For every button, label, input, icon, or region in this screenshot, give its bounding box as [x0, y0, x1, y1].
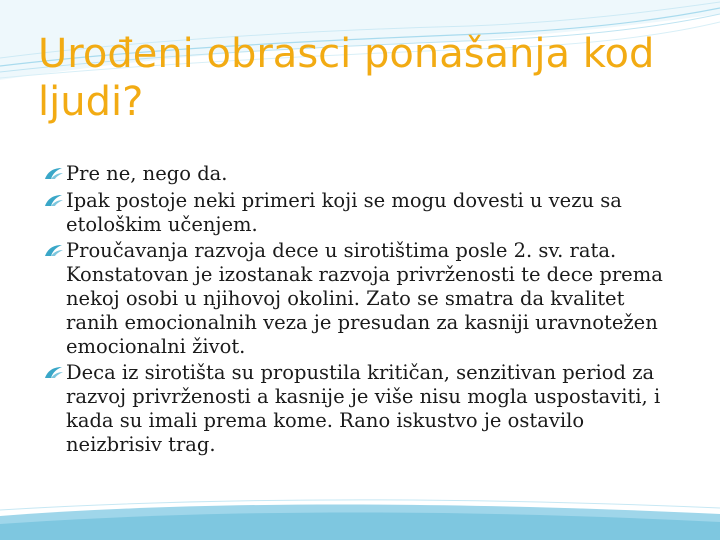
- bullet-item: [44, 162, 674, 186]
- wing-bullet-icon: [44, 244, 64, 258]
- bullet-list: [44, 162, 674, 460]
- bullet-text: Pre ne, nego da.: [66, 162, 228, 185]
- bullet-text: Deca iz sirotišta su propustila kritičan, senzitivan period za razvoj privrženosti a kasnije je više nisu mogla uspostaviti, i kada su imali prema kome. Rano iskustvo je ostavilo neizbrisiv trag.: [66, 361, 661, 456]
- bullet-text: Ipak postoje neki primeri koji se mogu dovesti u vezu sa etološkim učenjem.: [66, 188, 622, 236]
- wing-bullet-icon: [44, 366, 64, 380]
- bullet-item: [44, 189, 674, 237]
- slide-title: Urođeni obrasci ponašanja kod ljudi?: [38, 31, 655, 125]
- wing-bullet-icon: [44, 167, 64, 181]
- bullet-text: Proučavanja razvoja dece u sirotištima posle 2. sv. rata. Konstatovan je izostanak razvoja privrženosti te dece prema nekoj osobi u njihovoj okolini. Zato se smatra da kvalitet ranih emocionalnih veza je presudan za kasniji uravnotežen emocionalni život.: [66, 239, 663, 358]
- bottom-wave-decoration: [0, 496, 720, 540]
- wing-bullet-icon: [44, 194, 64, 208]
- bullet-item: [44, 361, 674, 456]
- bullet-item: [44, 239, 674, 358]
